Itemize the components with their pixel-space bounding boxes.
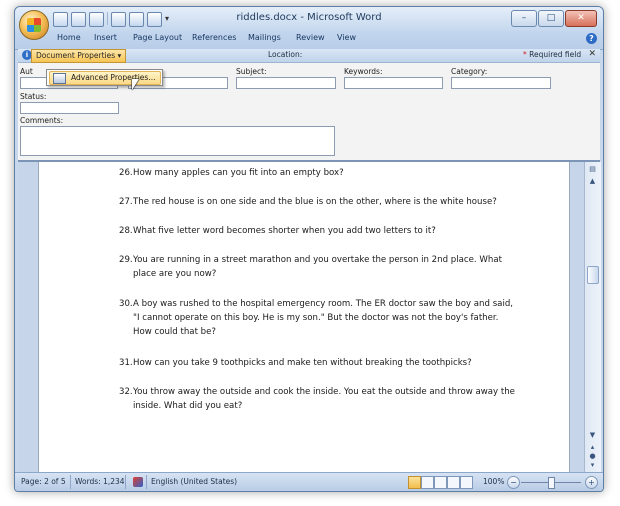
status-field[interactable] — [20, 102, 119, 114]
keywords-field[interactable] — [344, 77, 443, 89]
language-indicator[interactable]: English (United States) — [151, 477, 238, 486]
tab-mailings[interactable]: Mailings — [248, 33, 281, 42]
info-icon: i — [22, 50, 32, 60]
proofing-icon[interactable] — [133, 477, 143, 487]
tab-home[interactable]: Home — [57, 33, 81, 42]
page-count[interactable]: Page: 2 of 5 — [21, 477, 66, 486]
scroll-up-icon[interactable]: ▲ — [589, 177, 596, 185]
riddle-text: How many apples can you fit into an empty box? — [133, 168, 344, 178]
customize-toolbar-dropdown-icon[interactable]: ▾ — [165, 14, 170, 23]
comments-label: Comments: — [20, 116, 64, 125]
zoom-level[interactable]: 100% — [483, 477, 505, 486]
ruler-toggle-icon[interactable]: ▤ — [589, 165, 596, 173]
web-layout-view-icon[interactable] — [434, 476, 447, 489]
tab-page-layout[interactable]: Page Layout — [133, 33, 183, 42]
list-number: 27. — [119, 197, 133, 207]
word-window — [14, 6, 604, 492]
outline-view-icon[interactable] — [447, 476, 460, 489]
tab-references[interactable]: References — [192, 33, 237, 42]
list-item — [119, 195, 519, 209]
previous-page-icon[interactable]: ▴ — [590, 443, 595, 451]
list-number: 32. — [119, 387, 133, 397]
properties-icon — [53, 73, 66, 84]
list-number: 28. — [119, 226, 133, 236]
keywords-label: Keywords: — [344, 67, 383, 76]
next-page-icon[interactable]: ▾ — [590, 461, 595, 469]
status-separator — [146, 475, 147, 489]
close-button[interactable]: ✕ — [565, 10, 597, 27]
list-item — [119, 385, 519, 413]
window-title: riddles.docx - Microsoft Word — [236, 12, 382, 23]
tab-insert[interactable]: Insert — [94, 33, 117, 42]
subject-field[interactable] — [236, 77, 336, 89]
list-item — [119, 297, 519, 339]
print-layout-view-icon[interactable] — [408, 476, 421, 489]
riddle-text: How can you take 9 toothpicks and make ten without breaking the toothpicks? — [133, 358, 472, 368]
zoom-slider-thumb[interactable] — [548, 477, 555, 489]
document-properties-menu — [46, 69, 163, 86]
category-label: Category: — [451, 67, 488, 76]
mouse-cursor-icon — [132, 79, 139, 90]
status-label: Status: — [20, 92, 47, 101]
list-number: 31. — [119, 358, 133, 368]
riddle-text: The red house is on one side and the blue is on the other, where is the white house? — [133, 197, 497, 207]
document-properties-button[interactable]: Document Properties ▾ — [31, 49, 126, 63]
advanced-properties-menu-item[interactable] — [49, 71, 161, 85]
list-number: 29. — [119, 255, 133, 265]
author-label: Aut — [20, 67, 33, 76]
subject-label: Subject: — [236, 67, 267, 76]
list-number: 30. — [119, 299, 133, 309]
word-count[interactable]: Words: 1,234 — [75, 477, 125, 486]
close-panel-icon[interactable]: ✕ — [588, 49, 596, 59]
status-bar — [15, 472, 603, 492]
help-icon[interactable]: ? — [586, 33, 597, 44]
vertical-scrollbar[interactable] — [584, 162, 601, 472]
riddle-text: What five letter word becomes shorter when you add two letters to it? — [133, 226, 436, 236]
office-button[interactable] — [19, 10, 49, 40]
tab-review[interactable]: Review — [296, 33, 325, 42]
advanced-properties-label: Advanced Properties... — [71, 73, 156, 82]
riddle-text: You are running in a street marathon and you overtake the person in 2nd place. What place are you now? — [133, 255, 502, 279]
list-item — [119, 224, 519, 238]
maximize-button[interactable]: □ — [538, 10, 564, 27]
minimize-button[interactable]: – — [511, 10, 537, 27]
riddle-text: A boy was rushed to the hospital emergency room. The ER doctor saw the boy and said, "I cannot operate on this boy. He is my son." But the doctor was not the boy's father. How could that be? — [133, 299, 514, 337]
required-field-label: Required field — [529, 50, 582, 59]
scrollbar-thumb[interactable] — [587, 266, 599, 284]
list-item — [119, 166, 519, 180]
ribbon-tabs — [15, 31, 603, 50]
window-controls — [511, 10, 597, 27]
scroll-down-icon[interactable]: ▼ — [589, 431, 596, 439]
list-item — [119, 253, 519, 281]
list-item — [119, 356, 519, 370]
list-number: 26. — [119, 168, 133, 178]
status-separator — [70, 475, 71, 489]
draft-view-icon[interactable] — [460, 476, 473, 489]
required-star-icon: * — [523, 50, 527, 59]
full-screen-reading-view-icon[interactable] — [421, 476, 434, 489]
title-bar — [15, 7, 603, 31]
document-page[interactable] — [38, 162, 570, 472]
office-logo-icon — [27, 18, 41, 32]
document-information-panel-bar — [18, 49, 600, 63]
document-area — [18, 162, 584, 472]
select-browse-object-icon[interactable]: ● — [589, 452, 596, 460]
zoom-in-icon[interactable]: + — [585, 476, 598, 489]
tab-view[interactable]: View — [337, 33, 356, 42]
zoom-out-icon[interactable]: − — [507, 476, 520, 489]
comments-field[interactable] — [20, 126, 335, 156]
category-field[interactable] — [451, 77, 551, 89]
required-field-note — [523, 50, 581, 59]
riddle-text: You throw away the outside and cook the inside. You eat the outside and throw away the inside. What did you eat? — [133, 387, 515, 411]
location-label: Location: — [268, 50, 303, 59]
status-separator — [125, 475, 126, 489]
